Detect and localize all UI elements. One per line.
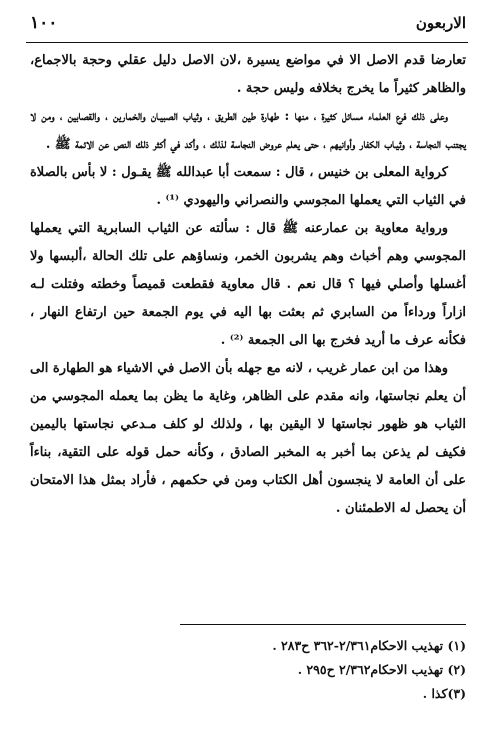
- paragraph-4: ورواية معاوية بن عمارعنه ﷺ قال : سألته عن الثياب السابرية التي يعملها المجوسي وهم أخباث وهم يشربون الخمر، ونساؤهم على تلك الحالة ،ألبسها ولا أغسلها وأصلي فيها ؟ قال نعم . قال معاوية فقطعت قميصاً وخطته وفتلت لـه ازاراً ورداءاً من السابري ثم بعثت بها اليه في يوم الجمعة حين ارتفاع النهار ، فكأنه عرف ما أريد فخرج بها الى الجمعة ⁽²⁾ .: [30, 221, 466, 348]
- page-header: [30, 6, 466, 40]
- footnote-2: (٢) تهذيب الاحكام٢/٣٦٢ ح٢٩٥ .: [297, 662, 466, 677]
- main-text: [30, 47, 466, 523]
- running-title: الاربعون: [415, 14, 466, 32]
- paragraph-2: وعلى ذلك فرع العلماء مسائل كثيرة ، منها : طهارة طين الطريق ، وثياب الصبيـان والخمارين ، والقصابين ، ومن لا يجتنب النجاسة ، وثيـاب الكفار وأوانيهم ، حتى يعلم عروض النجاسة لذلك ، وأكد في أكثر ذلك النص عن الائمة ﷺ .: [30, 109, 466, 152]
- page-number: ١٠٠: [30, 13, 58, 33]
- footnote-1: (١) تهذيب الاحكام٢/٣٦١-٣٦٢ ح٢٨٣ .: [272, 638, 466, 653]
- paragraph-3: كرواية المعلى بن خنيس ، قال : سمعت أبا عبدالله ﷺ يقـول : لا بأس بالصلاة في الثياب التي يعملها المجوسي والنصراني واليهودي ⁽¹⁾ .: [30, 165, 466, 208]
- paragraph-5: وهذا من ابن عمار غريب ، لانه مع جهله بأن الاصل في الاشياء هو الطهارة الى أن يعلم نجاستها، وانه مقدم على الظاهر، وغاية ما يظن بما يعمله المجوسي من الثياب هو ظهور نجاستها لا اليقين بها ، ولذلك لو كلف مـدعي نجاستها باليمين فكيف لم يذعن بما أخبر به المخبر الصادق ، وكأنه حمل قوله على التقية، بناءاً على أن العامة لا ينجسون أهل الكتاب ومن في حكمهم ، فأراد بمثل هذا الامتحان أن يحصل له الاطمئنان .: [30, 361, 466, 516]
- footnote-3: (٣)كذا .: [422, 686, 466, 701]
- header-rule: [26, 42, 468, 43]
- footnote-rule: [180, 624, 466, 625]
- footnotes: [30, 634, 466, 706]
- paragraph-1: تعارضا قدم الاصل الا في مواضع يسيرة ،لان الاصل دليل عقلي وحجة بالاجماع، والظاهر كثيراً ما يخرج بخلافه وليس حجة .: [30, 53, 466, 96]
